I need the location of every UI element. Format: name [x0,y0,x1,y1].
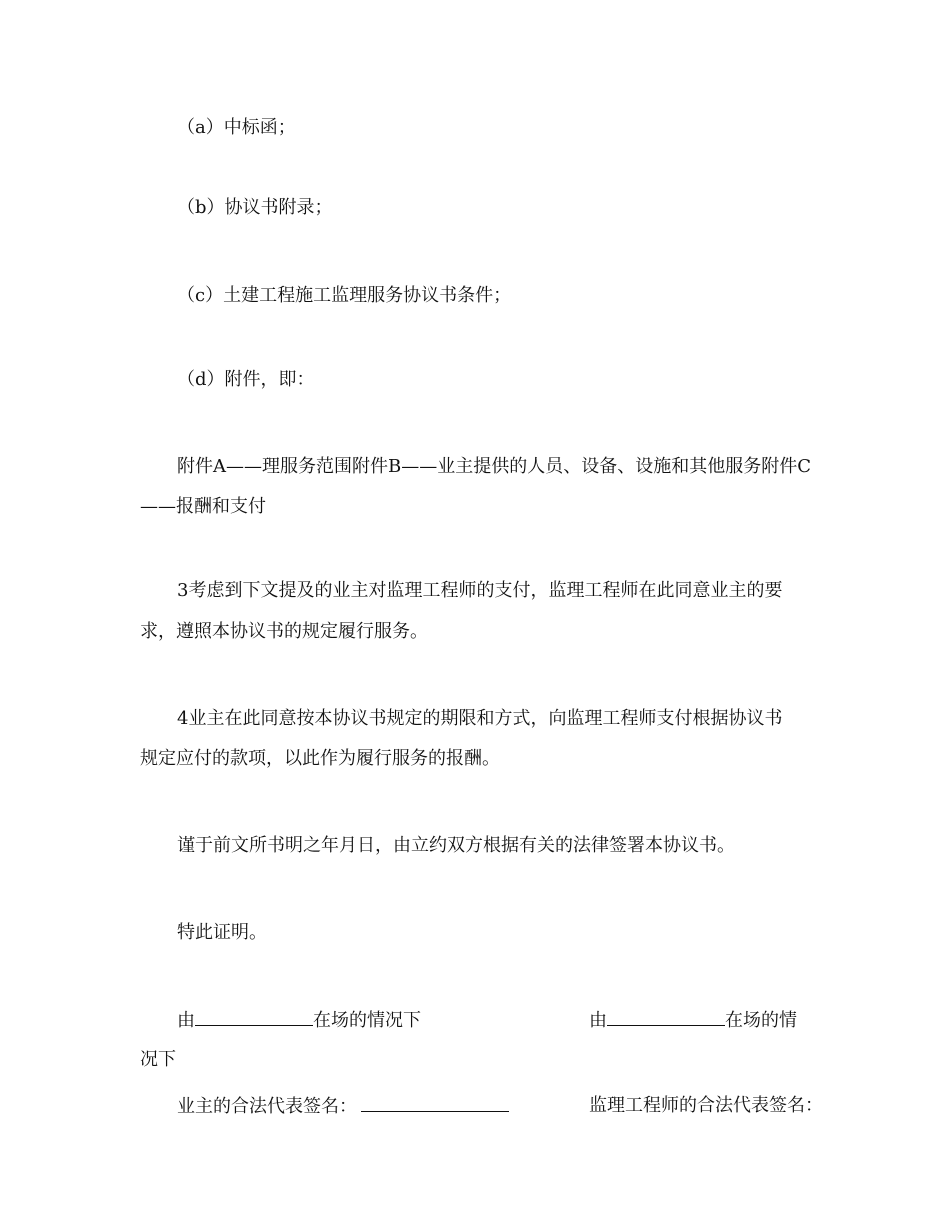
left-witness-line [177,1009,421,1032]
left-witness-suffix: 在场的情况下 [313,1010,421,1031]
certify-paragraph: 特此证明。 [177,922,267,943]
item-c: （c）土建工程施工监理服务协议书条件； [177,285,512,306]
witness-paragraph: 谨于前文所书明之年月日，由立约双方根据有关的法律签署本协议书。 [177,835,735,856]
engineer-signature-label: 监理工程师的合法代表签名： [589,1095,823,1116]
clause3-line1: 3考虑到下文提及的业主对监理工程师的支付，监理工程师在此同意业主的要 [177,580,783,601]
item-b: （b）协议书附录； [177,197,333,218]
item-a: （a）中标函； [177,117,296,138]
clause3-line2: 求，遵照本协议书的规定履行服务。 [140,621,428,642]
owner-signature-line [177,1095,509,1118]
right-witness-line [589,1009,797,1032]
right-witness-wrap: 况下 [140,1049,176,1070]
attachments-line2: ——报酬和支付 [140,496,266,517]
attachments-line1: 附件A——理服务范围附件B——业主提供的人员、设备、设施和其他服务附件C [177,456,811,477]
item-d: （d）附件，即： [177,369,315,390]
owner-signature-label: 业主的合法代表签名： [177,1096,357,1117]
owner-signature-blank[interactable] [361,1095,509,1112]
right-witness-blank[interactable] [607,1009,725,1026]
left-witness-blank[interactable] [195,1009,313,1026]
left-witness-prefix: 由 [177,1010,195,1031]
clause4-line1: 4业主在此同意按本协议书规定的期限和方式，向监理工程师支付根据协议书 [177,708,783,729]
clause4-line2: 规定应付的款项，以此作为履行服务的报酬。 [140,748,500,769]
right-witness-prefix: 由 [589,1010,607,1031]
right-witness-suffix: 在场的情 [725,1010,797,1031]
